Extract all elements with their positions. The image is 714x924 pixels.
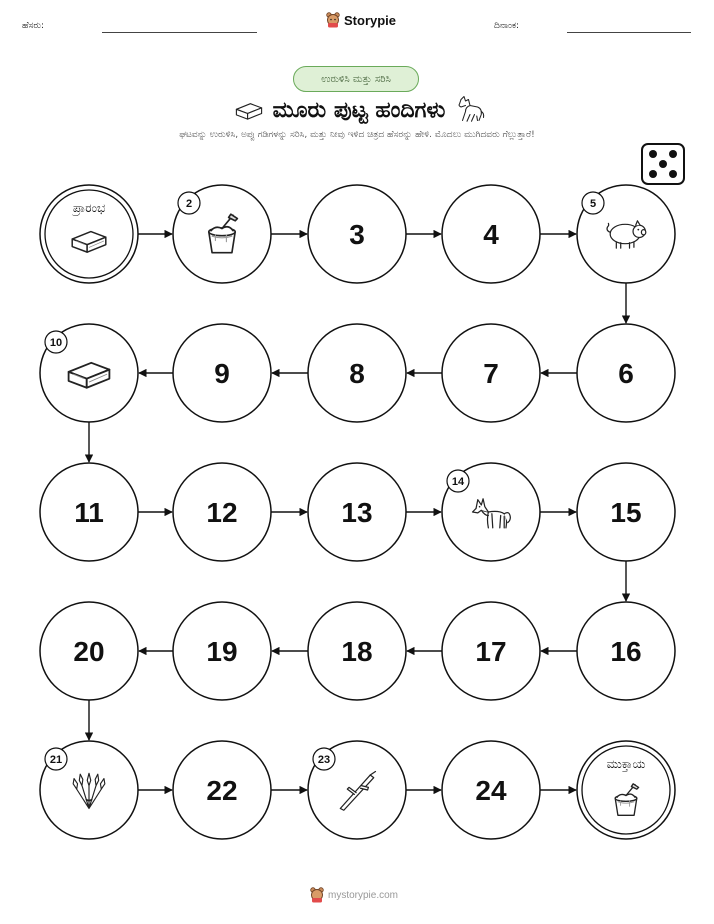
start-label: ಪ್ರಾರಂಭ <box>72 201 106 215</box>
board-space-5 <box>577 185 675 283</box>
board-space-9 <box>173 324 271 422</box>
page-title: ಮೂರು ಪುಟ್ಟ ಹಂದಿಗಳು <box>272 97 446 123</box>
space-number: 8 <box>349 358 365 389</box>
board-space-21 <box>40 741 138 839</box>
board-space-12 <box>173 463 271 561</box>
space-number: 3 <box>349 219 365 250</box>
space-badge-number: 2 <box>185 198 193 210</box>
space-number: 9 <box>214 358 230 389</box>
space-number: 20 <box>73 636 105 667</box>
board-space-24 <box>442 741 540 839</box>
footer <box>310 887 398 903</box>
board-space-25 <box>577 741 675 839</box>
brand-name: Storypie <box>344 12 397 28</box>
space-number: 12 <box>206 497 238 528</box>
space-number: 24 <box>475 775 507 806</box>
date-label: ದಿನಾಂಕ: <box>494 21 520 31</box>
space-number: 16 <box>610 636 642 667</box>
space-circle <box>577 741 675 839</box>
board-space-3 <box>308 185 406 283</box>
space-number: 19 <box>206 636 238 667</box>
space-number: 17 <box>475 636 507 667</box>
footer-url: mystorypie.com <box>328 889 399 901</box>
board-space-6 <box>577 324 675 422</box>
storypie-bear-logo-icon <box>310 887 324 903</box>
board-space-16 <box>577 602 675 700</box>
board-space-14 <box>442 463 540 561</box>
space-number: 4 <box>483 219 499 250</box>
board-space-4 <box>442 185 540 283</box>
board-space-11 <box>40 463 138 561</box>
board-space-1 <box>40 185 138 283</box>
space-badge-number: 10 <box>49 337 63 349</box>
space-badge-number: 5 <box>589 198 597 210</box>
space-number: 11 <box>74 497 104 528</box>
board-space-10 <box>40 324 138 422</box>
board-space-8 <box>308 324 406 422</box>
board-space-17 <box>442 602 540 700</box>
activity-badge: ಉರುಳಿಸಿ ಮತ್ತು ಸರಿಸಿ <box>293 66 419 92</box>
board-space-23 <box>308 741 406 839</box>
space-badge-number: 21 <box>49 754 63 766</box>
space-number: 13 <box>341 497 373 528</box>
instructions: ಘಟವನ್ನು ಉರುಳಿಸಿ, ಅಪ್ಪು ಗಡಿಗಳನ್ನು ಸರಿಸಿ, ಮತ್ತು ನೀವು ಇಳಿದ ಚಿತ್ರದ ಹೆಸರನ್ನು ಹೇಳಿ. ಮೊದಲು ಮುಗಿದವರು ಗೆಲ್ಲುತ್ತಾರೆ! <box>179 130 535 140</box>
space-number: 6 <box>618 358 634 389</box>
board-space-15 <box>577 463 675 561</box>
space-number: 22 <box>206 775 238 806</box>
board-space-18 <box>308 602 406 700</box>
board-space-13 <box>308 463 406 561</box>
board-space-19 <box>173 602 271 700</box>
finish-label: ಮುಕ್ತಾಯ <box>606 757 646 771</box>
space-badge-number: 23 <box>317 754 331 766</box>
board-space-22 <box>173 741 271 839</box>
space-badge-number: 14 <box>451 476 465 488</box>
name-label: ಹೆಸರು: <box>22 21 45 31</box>
board-space-7 <box>442 324 540 422</box>
space-number: 18 <box>341 636 373 667</box>
space-number: 7 <box>483 358 499 389</box>
board-space-20 <box>40 602 138 700</box>
space-number: 15 <box>610 497 642 528</box>
board-space-2 <box>173 185 271 283</box>
